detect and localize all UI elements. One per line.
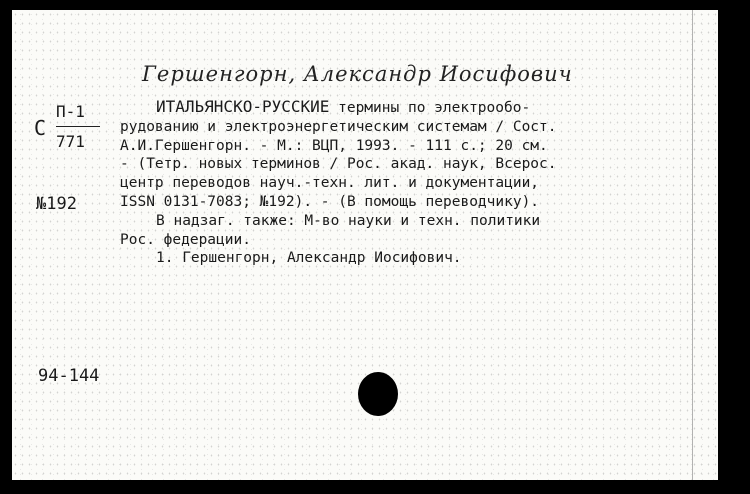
tracing-line: 1. Гершенгорн, Александр Иосифович. [156,250,462,267]
punch-hole [358,372,398,416]
entry-line-5: центр переводов науч.-техн. лит. и документации, [120,175,540,192]
see-also-line-2: Рос. федерации. [120,231,251,248]
entry-line-3: А.И.Гершенгорн. - М.: ВЦП, 1993. - 111 с.; 20 см. [120,137,548,154]
handwritten-heading: Гершенгорн, Александр Иосифович [142,62,573,86]
shelf-mark-bottom: 771 [56,132,85,151]
shelf-mark-divider [56,126,100,127]
entry-line-1-rest: термины по электрообо- [329,100,531,116]
entry-line-2: рудованию и электроэнергетическим системам / Сост. [120,118,557,135]
shelf-mark-prefix: С [34,116,47,140]
entry-line-4: - (Тетр. новых терминов / Рос. акад. наук, Всерос. [120,156,557,173]
shelf-mark-top: П-1 [56,102,85,121]
entry-title: ИТАЛЬЯНСКО-РУССКИЕ [156,97,330,116]
accession-number: 94-144 [38,366,100,386]
series-number: №192 [36,194,77,214]
entry-line-1 [120,98,696,118]
entry-line-6: ISSN 0131-7083; №192). - (В помощь переводчику). [120,193,540,210]
catalog-card [12,10,718,480]
see-also-line-1: В надзаг. также: М-во науки и техн. политики [156,212,541,229]
shelf-mark [34,102,104,162]
bibliographic-entry [120,98,696,268]
